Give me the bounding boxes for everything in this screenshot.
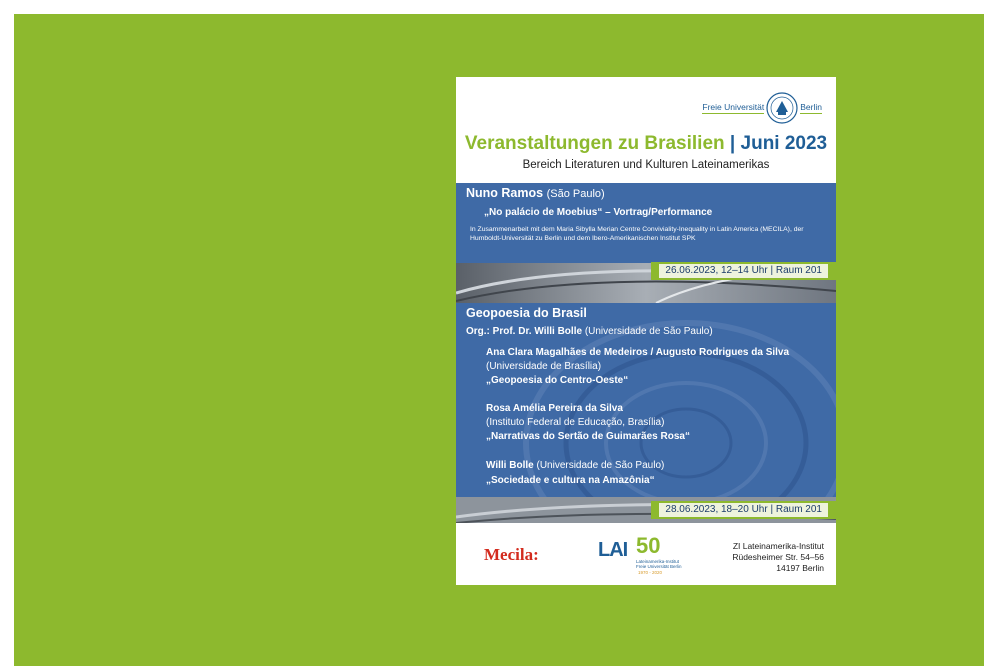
event2-org-affil: (Universidade de São Paulo) — [584, 326, 713, 337]
event1-speaker-name: Nuno Ramos — [466, 186, 544, 200]
talk1-title: „Geopoesia do Centro-Oeste“ — [486, 375, 629, 386]
poster-subtitle: Bereich Literaturen und Kulturen Lateinamerikas — [522, 159, 770, 171]
lai-sub-line2: Freie Universität Berlin — [636, 564, 682, 569]
title-part1: Veranstaltungen zu Brasilien — [464, 133, 725, 154]
address-line1: ZI Lateinamerika-Institut — [732, 541, 824, 551]
lai-years: 1970 - 2020 — [638, 570, 663, 575]
talk2-speaker: Rosa Amélia Pereira da Silva — [486, 403, 623, 414]
talk3-title: „Sociedade e cultura na Amazônia“ — [486, 475, 655, 486]
event1-talk-title: „No palácio de Moebius“ – Vortrag/Performance — [484, 207, 713, 218]
fu-berlin-logo — [702, 91, 822, 125]
event1-speaker — [466, 186, 605, 200]
talk2-affil: (Instituto Federal de Educação, Brasília) — [486, 417, 665, 428]
title-separator: | — [729, 133, 736, 154]
logo-text-left: Freie Universität — [702, 102, 765, 112]
talk1-affil: (Universidade de Brasília) — [486, 361, 602, 372]
lai-50-logo: 50 — [636, 533, 661, 558]
event1-note: In Zusammenarbeit mit dem Maria Sibylla Merian Centre Conviviality-Inequality in Latin America (MECILA), der Humboldt-Universität zu Berlin und dem Ibero-Amerikanischen Institut SPK — [470, 226, 804, 242]
poster-footer — [456, 529, 836, 585]
event1-date: 26.06.2023, 12–14 Uhr | Raum 201 — [659, 264, 828, 278]
title-part2: Juni 2023 — [740, 133, 828, 154]
mecila-logo: Mecila: — [484, 545, 539, 564]
event2-org-label: Org.: Prof. Dr. Willi Bolle — [466, 326, 583, 337]
institute-address — [732, 541, 824, 574]
event2-organizer — [466, 326, 713, 337]
talk2-title: „Narrativas do Sertão de Guimarães Rosa“ — [486, 431, 690, 442]
lai-logo-subtitle — [636, 559, 682, 569]
address-line3: 14197 Berlin — [776, 563, 824, 573]
talk3-speaker: Willi Bolle — [486, 460, 534, 471]
talk3-speaker-line — [486, 460, 664, 471]
event2-title: Geopoesia do Brasil — [466, 306, 587, 320]
event2-date: 28.06.2023, 18–20 Uhr | Raum 201 — [659, 503, 828, 517]
address-line2: Rüdesheimer Str. 54–56 — [732, 552, 824, 562]
event2-date-band — [651, 501, 836, 519]
event1-speaker-origin: (São Paulo) — [546, 188, 605, 200]
poster-title — [456, 133, 836, 155]
talk3-affil: (Universidade de São Paulo) — [536, 460, 665, 471]
logo-text-right: Berlin — [800, 102, 822, 112]
lai-logo-text: LAI — [598, 539, 628, 561]
event-poster — [456, 77, 836, 585]
lai-sub-line1: Lateinamerika-Institut — [636, 559, 680, 564]
talk1-speaker: Ana Clara Magalhães de Medeiros / Augusto Rodrigues da Silva — [486, 347, 790, 358]
event1-date-band — [651, 262, 836, 280]
fu-seal-icon — [766, 92, 798, 124]
